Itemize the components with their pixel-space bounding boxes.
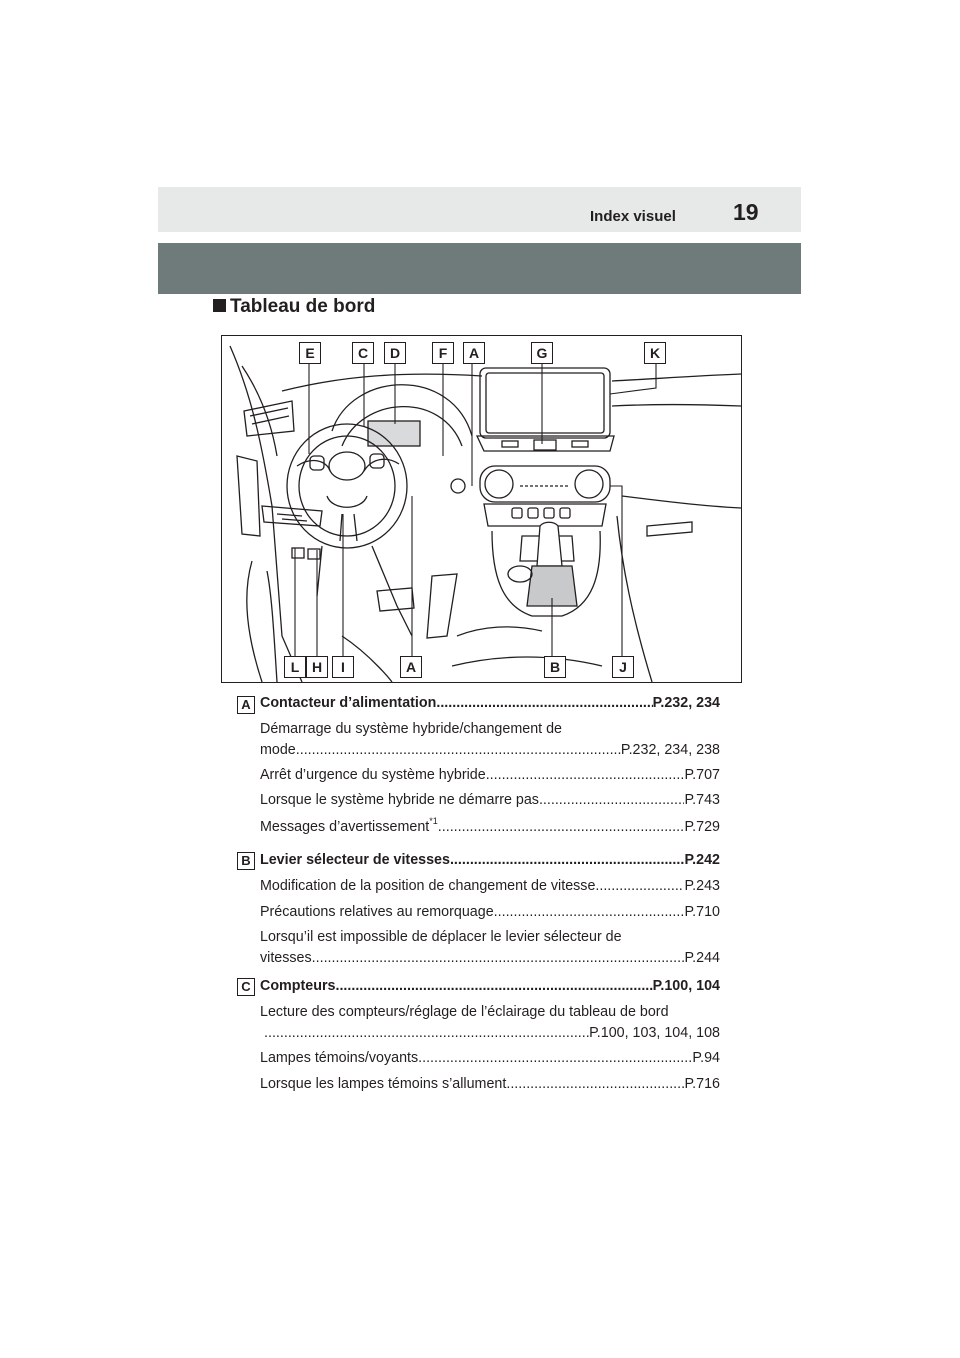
entry-c-item-1: Lecture des compteurs/réglage de l’éclairage du tableau de bord ..... P.100, 103, 104, 108 (260, 1002, 720, 1044)
header-bar (158, 187, 801, 232)
header-title: Index visuel (590, 208, 676, 225)
callout-j: J (612, 656, 634, 678)
dashboard-line-drawing (222, 336, 741, 682)
entry-title-a: Contacteur d’alimentation ..... P.232, 234 (260, 693, 720, 714)
entry-a-item-3: Lorsque le système hybride ne démarre pas ..... P.743 (260, 790, 720, 811)
callout-i: I (332, 656, 354, 678)
entry-b-item-1: Modification de la position de changement de vitesse ..... P.243 (260, 876, 720, 897)
entry-a-item-1: Démarrage du système hybride/changement de mode ..... P.232, 234, 238 (260, 719, 720, 761)
callout-a-top: A (463, 342, 485, 364)
entry-title-c: Compteurs ..... P.100, 104 (260, 976, 720, 997)
footnote-marker: *1 (429, 816, 438, 826)
dashboard-illustration (221, 335, 742, 683)
section-title: Tableau de bord (213, 296, 375, 318)
callout-b: B (544, 656, 566, 678)
callout-l: L (284, 656, 306, 678)
entry-c-item-3: Lorsque les lampes témoins s’allument ..... P.716 (260, 1074, 720, 1095)
callout-g: G (531, 342, 553, 364)
entry-marker-b: B (237, 852, 255, 870)
entry-a-item-4: Messages d’avertissement$^{*1}$ ..... P.729 (260, 817, 720, 838)
callout-c: C (352, 342, 374, 364)
entry-title-b: Levier sélecteur de vitesses ..... P.242 (260, 850, 720, 871)
callout-a-bottom: A (400, 656, 422, 678)
entry-c-item-2: Lampes témoins/voyants ..... P.94 (260, 1048, 720, 1069)
callout-h: H (306, 656, 328, 678)
entry-b-item-2: Précautions relatives au remorquage ..... P.710 (260, 902, 720, 923)
entry-b-item-3: Lorsqu’il est impossible de déplacer le levier sélecteur de vitesses ..... P.244 (260, 927, 720, 969)
callout-k: K (644, 342, 666, 364)
callout-e: E (299, 342, 321, 364)
square-bullet-icon (213, 299, 226, 312)
entry-a-item-2: Arrêt d’urgence du système hybride ..... P.707 (260, 765, 720, 786)
callout-d: D (384, 342, 406, 364)
header-band (158, 243, 801, 294)
callout-f: F (432, 342, 454, 364)
page-number: 19 (733, 199, 759, 225)
entry-marker-a: A (237, 696, 255, 714)
entry-marker-c: C (237, 978, 255, 996)
